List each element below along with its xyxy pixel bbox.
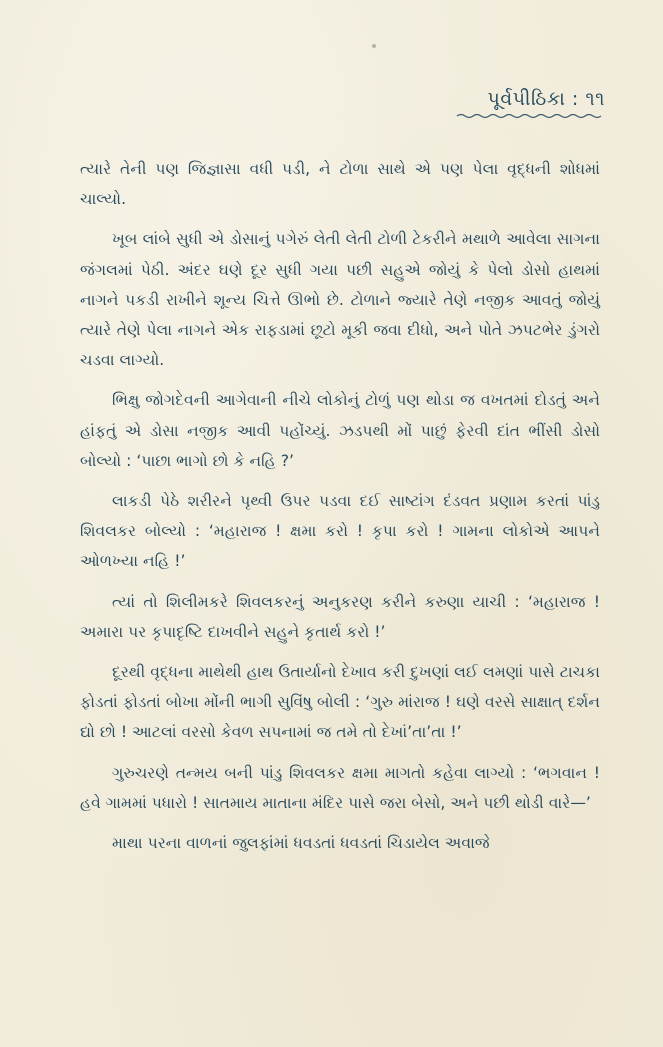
- paragraph: માથા પરના વાળનાં જુલફાંમાં ધવડતાં ધવડતાં ચિડાયેલ અવાજે: [112, 834, 490, 853]
- body-text: [80, 154, 600, 868]
- paper-speck: [372, 44, 376, 48]
- paragraph: ગુરુચરણે તન્મય બની પાંડુ શિવલકર ક્ષમા માગતો કહેવા લાગ્યો : ‘ભગવાન ! હવે ગામમાં પધારો ! સાતમાય માતાના મંદિર પાસે જરા બેસો, અને પછી થોડી વારે—’: [80, 763, 600, 812]
- running-head: પૂર્વપીઠિકા : ૧૧: [487, 88, 605, 110]
- paragraph: દૂરથી વૃદ્ધના માથેથી હાથ ઉતાર્યાનો દેખાવ કરી દુખણાં લઈ લમણાં પાસે ટાચકા ફોડતાં ફોડતાં બોખા મોંની ભાગી સુવિંષુ બોલી : ‘ગુરુ માંરાજ ! ઘણે વરસે સાક્ષાત્ દર્શન દ્યો છો ! આટલાં વરસો કેવળ સપનામાં જ તમે તો દેખાં’તા’તા !’: [80, 663, 600, 742]
- paragraph: ત્યાં તો શિલીમકરે શિવલકરનું અનુકરણ કરીને કરુણા યાચી : ‘મહારાજ ! અમારા પર કૃપાદૃષ્ટિ દાખવીને સહુને કૃતાર્થ કરો !’: [80, 592, 600, 641]
- paragraph: લાકડી પેઠે શરીરને પૃથ્વી ઉપર પડવા દઈ સાષ્ટાંગ દંડવત પ્રણામ કરતાં પાંડુ શિવલકર બોલ્યો : ‘મહારાજ ! ક્ષમા કરો ! કૃપા કરો ! ગામના લોકોએ આપને ઓળખ્યા નહિ !’: [80, 492, 600, 571]
- page-header: [455, 88, 605, 120]
- wavy-underline-icon: [455, 112, 605, 120]
- paragraph: ભિક્ષુ જોગદેવની આગેવાની નીચે લોકોનું ટોળું પણ થોડા જ વખતમાં દોડતું અને હાંફતું એ ડોસા નજીક આવી પહોંચ્યું. ઝડપથી મોં પાછું ફેરવી દાંત ભીંસી ડોસો બોલ્યો : ‘પાછા ભાગો છો કે નહિ ?’: [80, 391, 600, 470]
- paragraph: ખૂબ લાંબે સુધી એ ડોસાનું પગેરું લેતી લેતી ટોળી ટેકરીને મથાળે આવેલા સાગના જંગલમાં પેઠી. અંદર ઘણે દૂર સુધી ગયા પછી સહુએ જોયું કે પેલો ડોસો હાથમાં નાગને પકડી રાખીને શૂન્ય ચિત્તે ઊભો છે. ટોળાને જ્યારે તેણે નજીક આવતું જોયું ત્યારે તેણે પેલા નાગને એક રાફડામાં છૂટો મૂકી જવા દીધો, અને પોતે ઝપટભેર ડુંગરો ચડવા લાગ્યો.: [80, 230, 600, 370]
- paragraph: ત્યારે તેની પણ જિજ્ઞાસા વધી પડી, ને ટોળા સાથે એ પણ પેલા વૃદ્ધની શોધમાં ચાલ્યો.: [80, 160, 600, 209]
